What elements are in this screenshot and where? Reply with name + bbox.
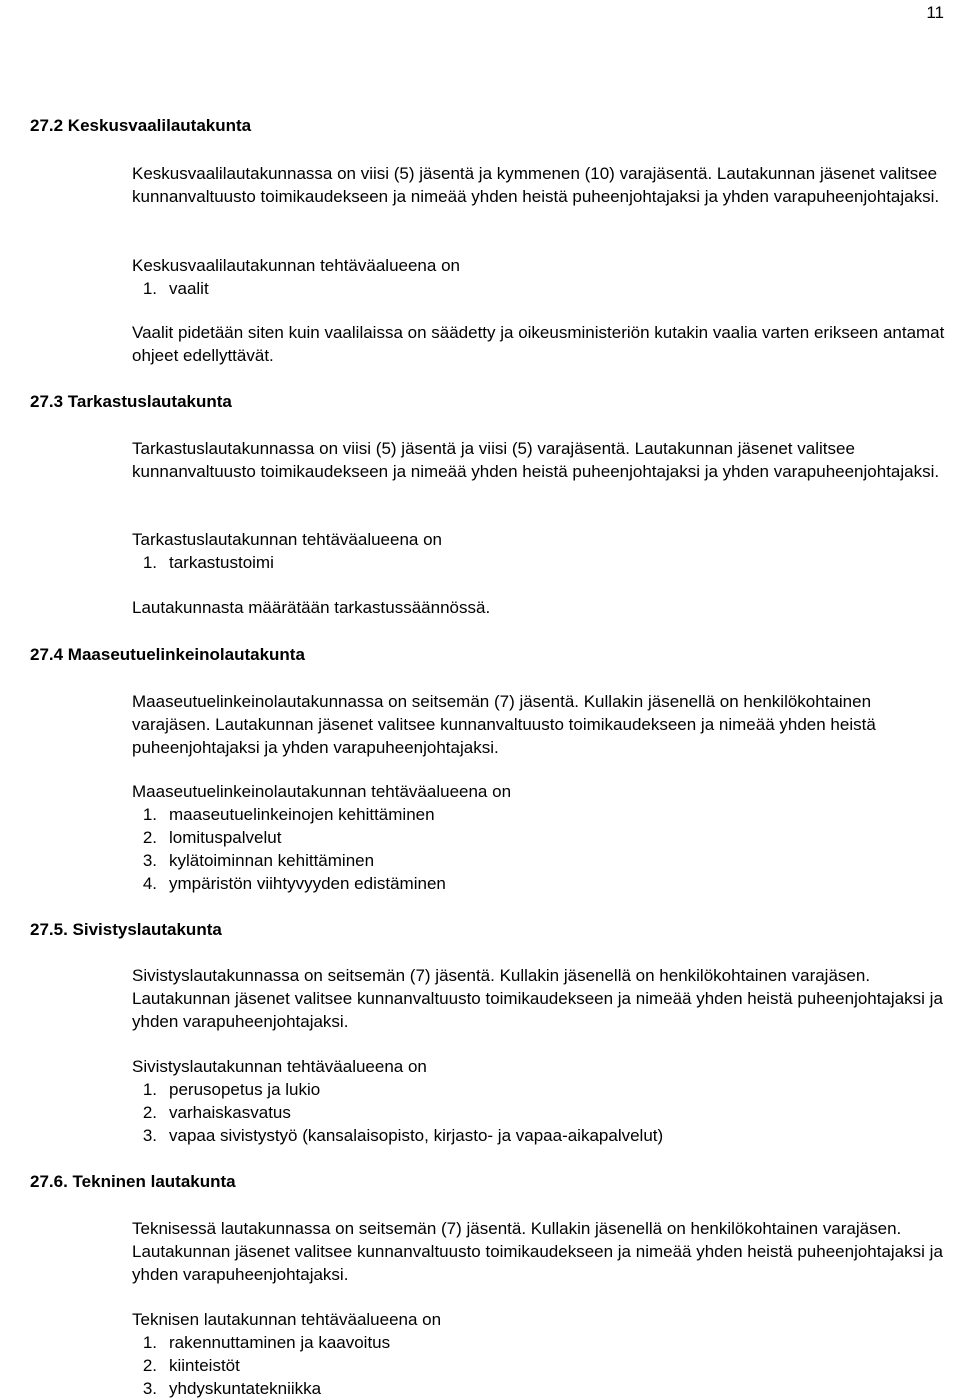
duties-title-keskusvaalilautakunta: Keskusvaalilautakunnan tehtäväalueena on xyxy=(132,256,460,275)
section-intro-tarkastuslautakunta: Tarkastuslautakunnassa on viisi (5) jäsentä ja viisi (5) varajäsentä. Lautakunnan jäsenet valitsee kunnanvaltuusto toimikaudekseen ja nimeää yhden heistä puheenjohtajaksi ja yhden varapuheenjohtajaksi. xyxy=(132,439,940,481)
section-heading-tekninen-lautakunta: 27.6. Tekninen lautakunta xyxy=(30,1172,236,1191)
list-item: 3. yhdyskuntatekniikka xyxy=(142,1379,322,1398)
duties-title-tarkastuslautakunta: Tarkastuslautakunnan tehtäväalueena on xyxy=(132,530,443,549)
list-item: 3. vapaa sivistystyö (kansalaisopisto, kirjasto- ja vapaa-aikapalvelut) xyxy=(142,1126,664,1145)
section-heading-maaseutuelinkeinolautakunta: 27.4 Maaseutuelinkeinolautakunta xyxy=(30,645,305,664)
duties-title-maaseutuelinkeinolautakunta: Maaseutuelinkeinolautakunnan tehtäväalueena on xyxy=(132,782,512,801)
duties-list-sivistyslautakunta xyxy=(132,1078,663,1147)
duties-title-sivistyslautakunta: Sivistyslautakunnan tehtäväalueena on xyxy=(132,1057,427,1076)
list-item: 2. varhaiskasvatus xyxy=(142,1103,291,1122)
duties-list-maaseutuelinkeinolautakunta xyxy=(132,803,446,895)
section-note-keskusvaalilautakunta: Vaalit pidetään siten kuin vaalilaissa on säädetty ja oikeusministeriön kutakin vaalia varten erikseen antamat ohjeet edellyttävät. xyxy=(132,323,945,365)
list-item: 2. lomituspalvelut xyxy=(142,828,282,847)
list-item: 1. maaseutuelinkeinojen kehittäminen xyxy=(142,805,435,824)
list-item: 1. rakennuttaminen ja kaavoitus xyxy=(142,1333,391,1352)
duties-list-tekninen-lautakunta xyxy=(132,1331,390,1400)
section-intro-sivistyslautakunta: Sivistyslautakunnassa on seitsemän (7) jäsentä. Kullakin jäsenellä on henkilökohtainen varajäsen. Lautakunnan jäsenet valitsee kunnanvaltuusto toimikaudekseen ja nimeää yhden heistä puheenjohtajaksi ja yhden varapuheenjohtajaksi. xyxy=(132,966,943,1031)
list-item: 1. vaalit xyxy=(142,279,209,298)
section-note-tarkastuslautakunta: Lautakunnasta määrätään tarkastussäännössä. xyxy=(132,598,491,617)
page-number: 11 xyxy=(926,3,944,22)
list-item: 4. ympäristön viihtyvyyden edistäminen xyxy=(142,874,446,893)
duties-list-keskusvaalilautakunta xyxy=(132,277,209,300)
section-heading-sivistyslautakunta: 27.5. Sivistyslautakunta xyxy=(30,920,222,939)
section-heading-keskusvaalilautakunta: 27.2 Keskusvaalilautakunta xyxy=(30,116,252,135)
section-intro-keskusvaalilautakunta: Keskusvaalilautakunnassa on viisi (5) jäsentä ja kymmenen (10) varajäsentä. Lautakunnan jäsenet valitsee kunnanvaltuusto toimikaudekseen ja nimeää yhden heistä puheenjohtajaksi ja yhden varapuheenjohtajaksi. xyxy=(132,164,940,206)
duties-list-tarkastuslautakunta xyxy=(132,551,274,574)
duties-title-tekninen-lautakunta: Teknisen lautakunnan tehtäväalueena on xyxy=(132,1310,442,1329)
list-item: 1. tarkastustoimi xyxy=(142,553,274,572)
list-item: 3. kylätoiminnan kehittäminen xyxy=(142,851,375,870)
list-item: 1. perusopetus ja lukio xyxy=(142,1080,321,1099)
section-intro-tekninen-lautakunta: Teknisessä lautakunnassa on seitsemän (7) jäsentä. Kullakin jäsenellä on henkilökohtainen varajäsen. Lautakunnan jäsenet valitsee kunnanvaltuusto toimikaudekseen ja nimeää yhden heistä puheenjohtajaksi ja yhden varapuheenjohtajaksi. xyxy=(132,1219,943,1284)
section-intro-maaseutuelinkeinolautakunta: Maaseutuelinkeinolautakunnassa on seitsemän (7) jäsentä. Kullakin jäsenellä on henkilökohtainen varajäsen. Lautakunnan jäsenet valitsee kunnanvaltuusto toimikaudekseen ja nimeää yhden heistä puheenjohtajaksi ja yhden varapuheenjohtajaksi. xyxy=(132,692,876,757)
section-heading-tarkastuslautakunta: 27.3 Tarkastuslautakunta xyxy=(30,392,232,411)
list-item: 2. kiinteistöt xyxy=(142,1356,240,1375)
